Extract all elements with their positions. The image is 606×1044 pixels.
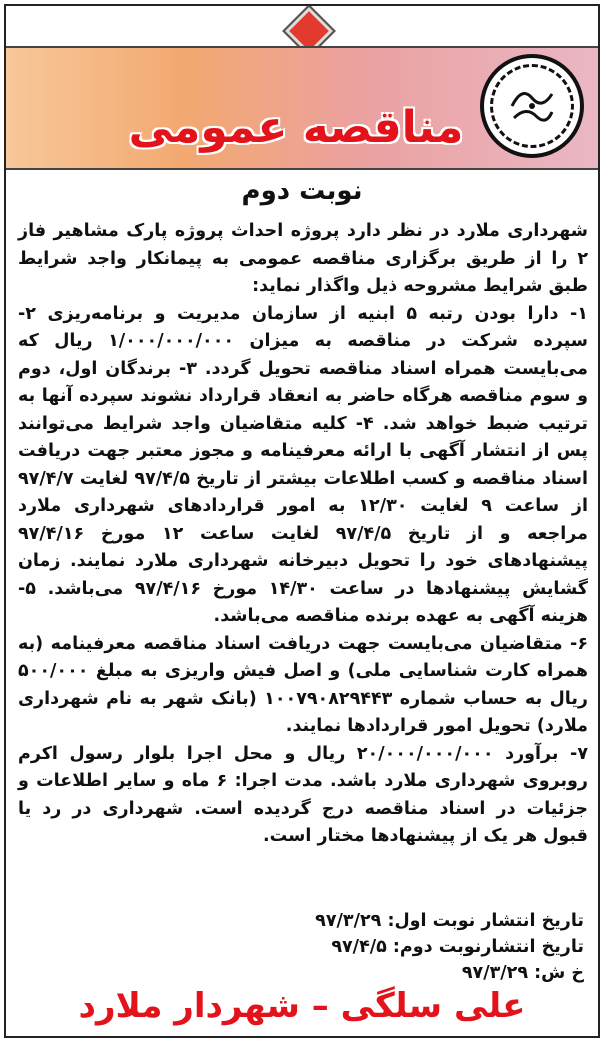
estimate-paragraph: ۷- برآورد ۲۰/۰۰۰/۰۰۰/۰۰۰ ریال و محل اجرا بلوار رسول اکرم روبروی شهرداری ملارد باشد. مدت اجرا: ۶ ماه و سایر اطلاعات و جزئیات در اسناد مناقصه درج گردیده است. شهرداری در رد یا قبول هر یک از پیشنهادها مختار است. (18, 743, 588, 846)
documents-paragraph: ۶- متقاضیان می‌بایست جهت دریافت اسناد مناقصه معرفینامه (به همراه کارت شناسایی ملی) و اصل فیش واریزی به مبلغ ۵۰۰/۰۰۰ ریال به حساب شماره ۱۰۰۷۹۰۸۲۹۴۴۳ (بانک شهر به نام شهرداری ملارد) تحویل امور قراردادها نمایند. (18, 633, 589, 736)
mayor-signature: علی سلگی – شهردار ملارد (78, 986, 526, 1026)
notice-title: مناقصه عمومی (128, 102, 464, 153)
second-publication-date: تاریخ انتشارنوبت دوم: ۹۷/۴/۵ (331, 937, 584, 957)
conditions-paragraph: ۱- دارا بودن رتبه ۵ ابنیه از سازمان مدیریت و برنامه‌ریزی ۲- سپرده شرکت در مناقصه به میزان ۱/۰۰۰/۰۰۰/۰۰۰ ریال که می‌بایست همراه اسناد مناقصه تحویل گردد. ۳- برندگان اول، دوم و سوم مناقصه هرگاه حاضر به انعقاد قرارداد نشوند سپرده آنها به ترتیب ضبط خواهد شد. ۴- کلیه متقاضیان واجد شرایط می‌توانند پس از انتشار آگهی با ارائه معرفینامه و مجوز معتبر جهت دریافت اسناد مناقصه و کسب اطلاعات بیشتر از تاریخ ۹۷/۴/۵ لغایت ۹۷/۴/۷ از ساعت ۹ لغایت ۱۲/۳۰ به امور قراردادهای شهرداری ملارد مراجعه و از تاریخ ۹۷/۴/۵ لغایت ساعت ۱۲ مورخ ۹۷/۴/۱۶ پیشنهادهای خود را تحویل دبیرخانه شهرداری ملارد نمایند. زمان گشایش پیشنهادها در ساعت ۱۴/۳۰ مورخ ۹۷/۴/۱۶ می‌باشد. ۵- هزینه آگهی به عهده برنده مناقصه می‌باشد. (18, 303, 588, 626)
first-publication-date: تاریخ انتشار نوبت اول: ۹۷/۳/۲۹ (315, 911, 584, 931)
notice-body (18, 218, 588, 851)
publication-dates (24, 908, 584, 986)
seal-emblem-icon (502, 76, 562, 136)
notice-subtitle: نوبت دوم (241, 176, 363, 206)
notice-frame (4, 4, 600, 1038)
intro-paragraph: شهرداری ملارد در نظر دارد پروژه احداث پروژه پارک مشاهیر فاز ۲ را از طریق برگزاری مناقصه عمومی به پیمانکار واجد شرایط طبق شرایط مشروحه ذیل واگذار نماید: (18, 221, 588, 296)
municipality-seal-icon (480, 54, 584, 158)
issue-code-date: خ ش: ۹۷/۳/۲۹ (461, 963, 584, 983)
